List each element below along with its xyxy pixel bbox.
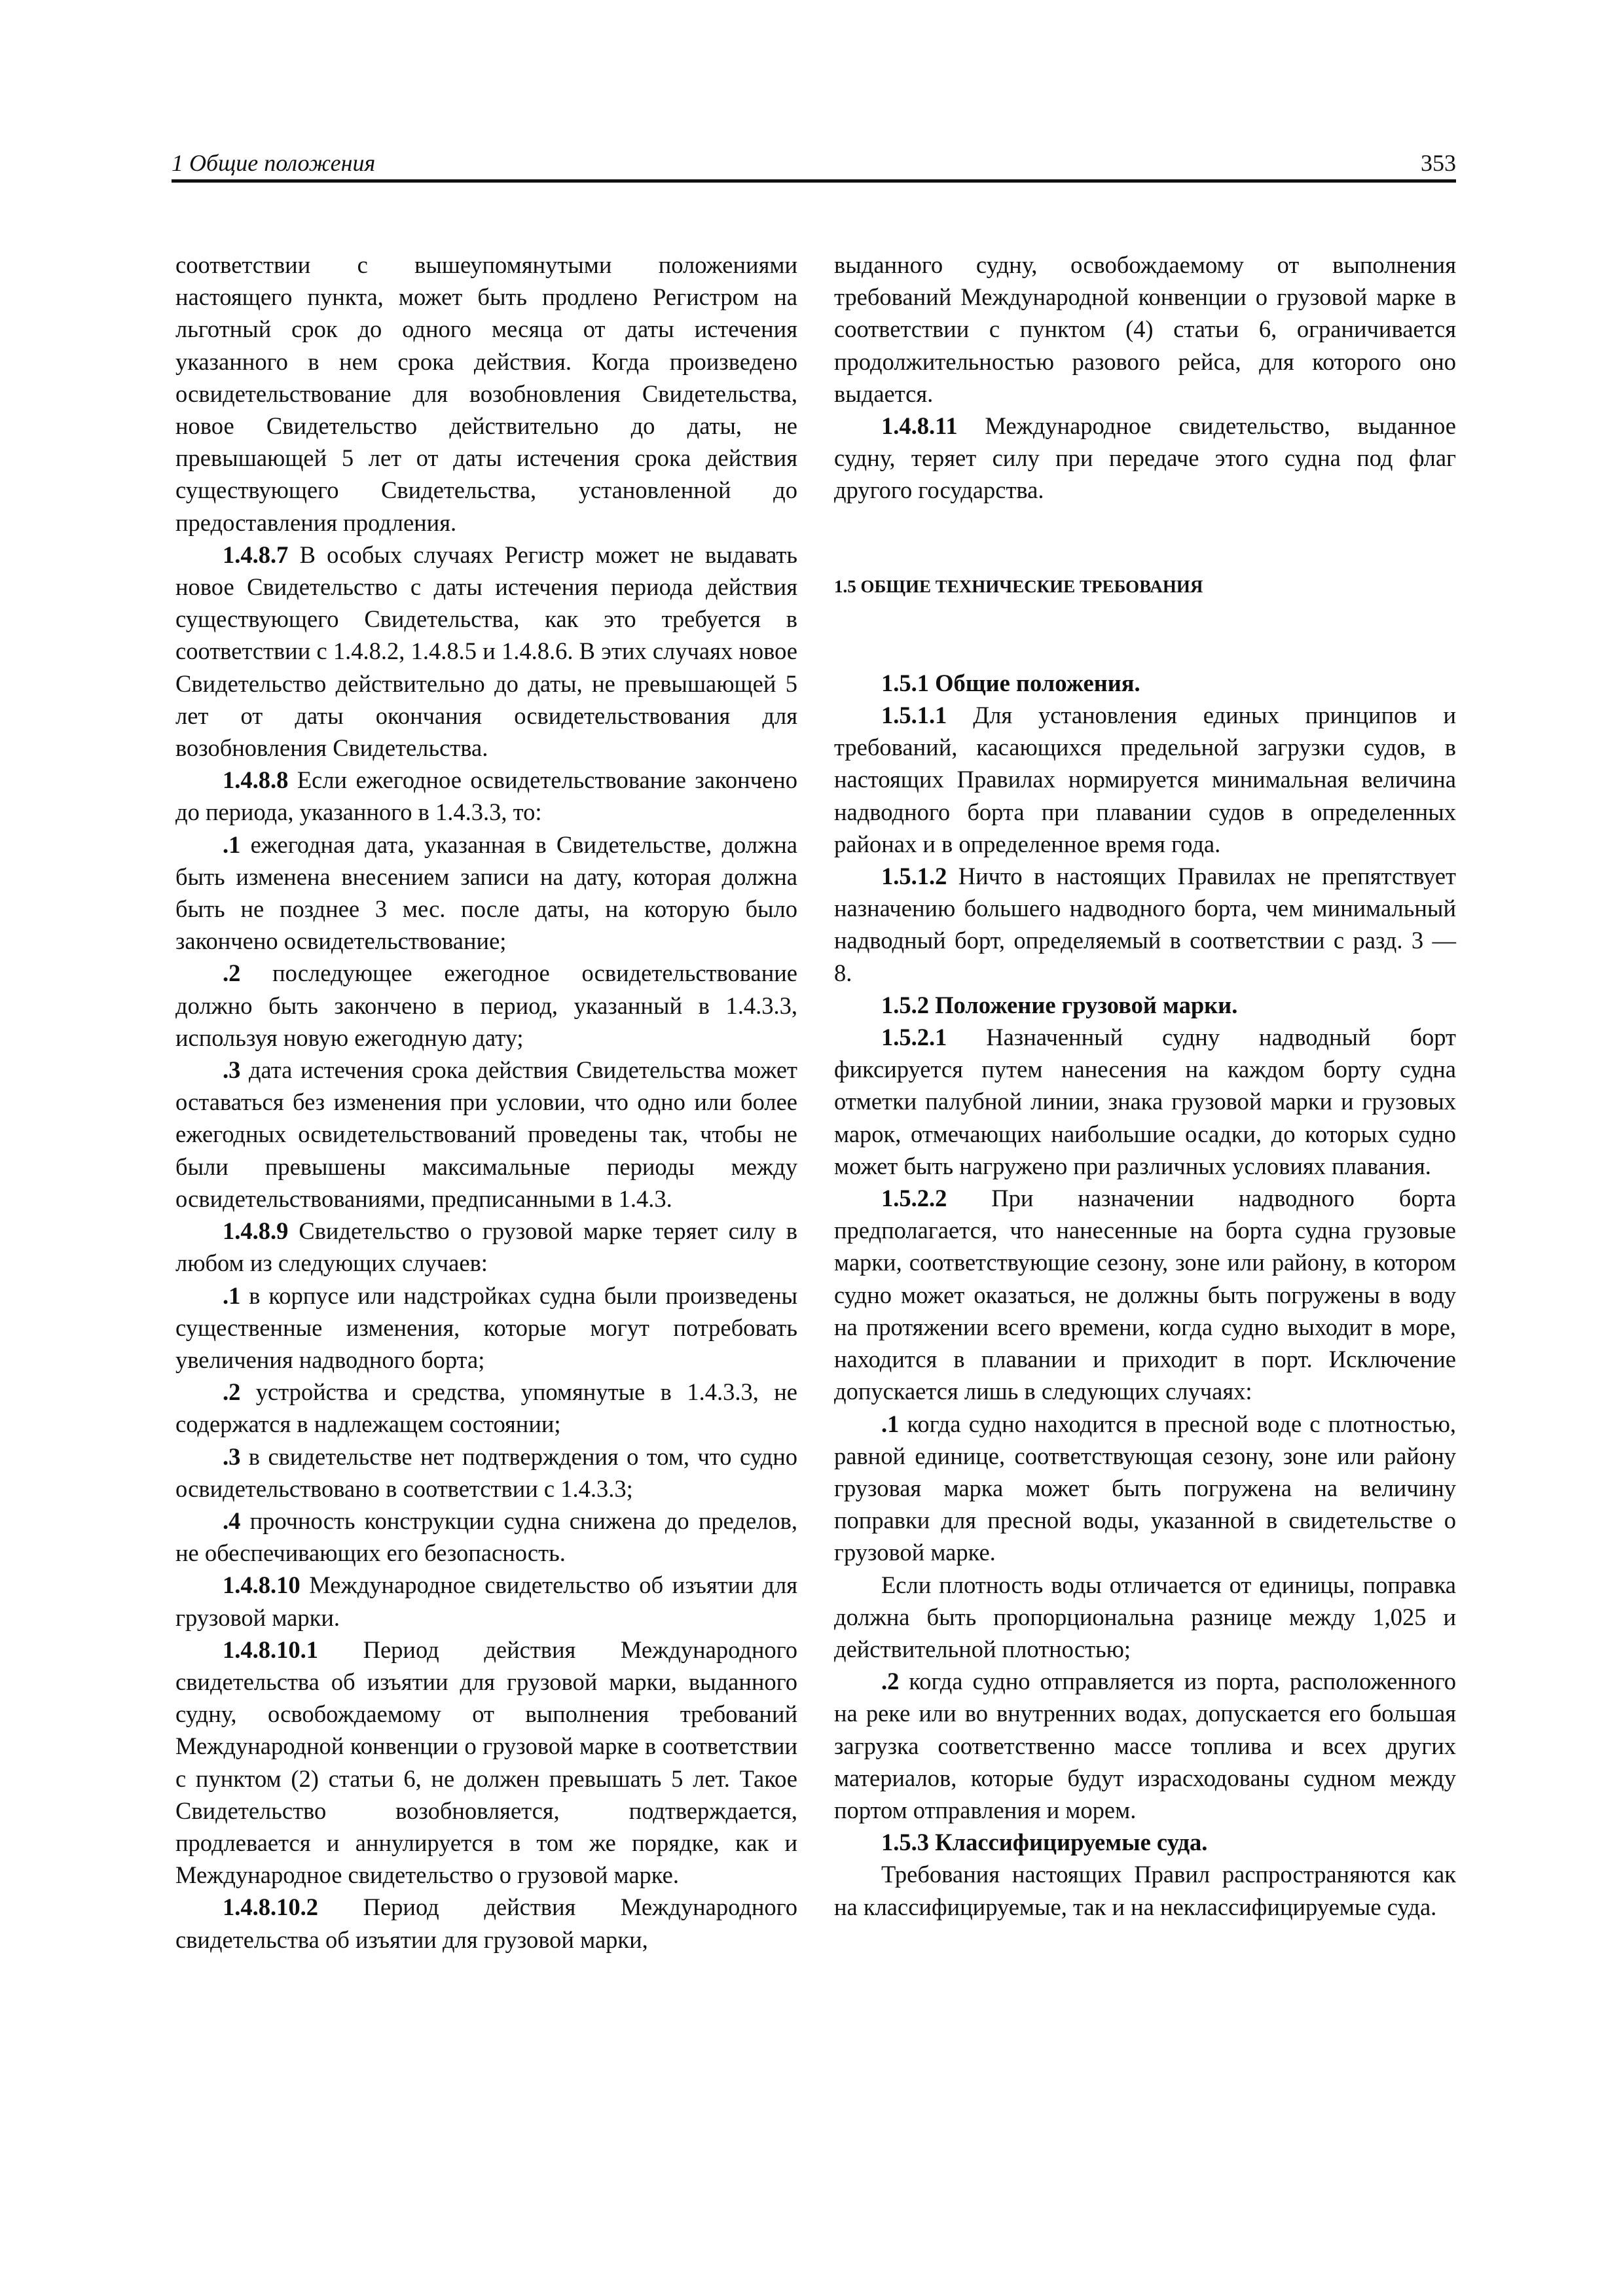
clause-number: 1.5.1.2: [881, 863, 947, 890]
list-item: .2 устройства и средства, упомянутые в 1.4.3.3, не содержатся в надлежащем состоянии;: [175, 1378, 797, 1438]
paragraph: 1.5.2.1 Назначенный судну надводный борт фиксируется путем нанесения на каждом борту судна отметки палубной линии, знака грузовой марки и грузовых марок, отмечающих наибольшие осадки, до которых судно может быть нагружено при различных условиях плавания.: [834, 1024, 1456, 1179]
subsection-heading: 1.5.2 Положение грузовой марки.: [881, 991, 1238, 1018]
paragraph: Требования настоящих Правил распространяются как на классифицируемые, так и на неклассифицируемые суда.: [834, 1861, 1456, 1920]
list-item: .3 дата истечения срока действия Свидетельства может оставаться без изменения при условии, что одно или более ежегодных освидетельствований проведены так, чтобы не были превышены максимальные периоды между освидетельствованиями, предписанными в 1.4.3.: [175, 1056, 797, 1212]
page-number: 353: [1421, 150, 1456, 176]
clause-number: 1.4.8.10.2: [223, 1893, 318, 1921]
clause-number: 1.5.1.1: [881, 702, 947, 729]
left-column: [175, 249, 797, 1956]
list-item: .2 последующее ежегодное освидетельствование должно быть закончено в период, указанный в 1.4.3.3, используя новую ежегодную дату;: [175, 960, 797, 1051]
paragraph: 1.5.2.2 При назначении надводного борта предполагается, что нанесенные на борта судна грузовые марки, соответствующие сезону, зоне или району, в котором судно может оказаться, не должны быть погружены в воду на протяжении всего времени, когда судно выходит в море, находится в плавании и приходит в порт. Исключение допускается лишь в следующих случаях:: [834, 1185, 1456, 1405]
list-item: .2 когда судно отправляется из порта, расположенного на реке или во внутренних водах, допускается его большая загрузка соответственно массе топлива и всех других материалов, которые будут израсходованы судном между портом отправления и морем.: [834, 1668, 1456, 1823]
clause-number: 1.4.8.10: [223, 1571, 301, 1599]
item-number: .4: [223, 1507, 241, 1534]
section-heading: 1.5 ОБЩИЕ ТЕХНИЧЕСКИЕ ТРЕБОВАНИЯ: [834, 576, 1203, 596]
spacer: [834, 603, 1456, 667]
paragraph: 1.4.8.10.2 Период действия Международного свидетельства об изъятии для грузовой марки,: [175, 1893, 797, 1953]
paragraph: 1.4.8.10 Международное свидетельство об изъятии для грузовой марки.: [175, 1571, 797, 1631]
item-number: .2: [223, 960, 241, 987]
item-number: .1: [223, 831, 241, 858]
clause-number: 1.4.8.9: [223, 1217, 289, 1245]
clause-number: 1.5.2.2: [881, 1185, 947, 1212]
paragraph: 1.4.8.11 Международное свидетельство, выданное судну, теряет силу при передаче этого судна под флаг другого государства.: [834, 412, 1456, 504]
item-number: .2: [223, 1378, 241, 1406]
clause-number: 1.4.8.8: [223, 766, 289, 794]
paragraph: 1.5.1.2 Ничто в настоящих Правилах не препятствует назначению большего надводного борта, чем минимальный надводный борт, определяемый в соответствии с разд. 3 — 8.: [834, 863, 1456, 986]
running-title: 1 Общие положения: [172, 150, 376, 176]
paragraph: выданного судну, освобождаемому от выполнения требований Международной конвенции о грузовой марке в соответствии с пунктом (4) статьи 6, ограничивается продолжительностью разового рейса, для которого оно выдается.: [834, 251, 1456, 407]
clause-number: 1.4.8.7: [223, 541, 289, 568]
item-number: .2: [881, 1668, 900, 1695]
paragraph: 1.4.8.9 Свидетельство о грузовой марке теряет силу в любом из следующих случаев:: [175, 1217, 797, 1277]
paragraph: 1.4.8.8 Если ежегодное освидетельствование закончено до периода, указанного в 1.4.3.3, то:: [175, 766, 797, 826]
list-item: .1 в корпусе или надстройках судна были произведены существенные изменения, которые могут потребовать увеличения надводного борта;: [175, 1282, 797, 1373]
list-item: .1 когда судно находится в пресной воде с плотностью, равной единице, соответствующая сезону, зоне или району грузовая марка может быть погружена на величину поправки для пресной воды, указанной в свидетельстве о грузовой марке.: [834, 1410, 1456, 1566]
item-number: .3: [223, 1056, 241, 1084]
subsection-heading: 1.5.3 Классифицируемые суда.: [881, 1829, 1208, 1856]
paragraph: 1.4.8.7 В особых случаях Регистр может не выдавать новое Свидетельство с даты истечения периода действия существующего Свидетельства, как это требуется в соответствии с 1.4.8.2, 1.4.8.5 и 1.4.8.6. В этих случаях новое Свидетельство действительно до даты, не превышающей 5 лет от даты окончания освидетельствования для возобновления Свидетельства.: [175, 541, 797, 762]
item-number: .1: [223, 1282, 241, 1309]
clause-number: 1.5.2.1: [881, 1024, 947, 1051]
list-item: .4 прочность конструкции судна снижена до пределов, не обеспечивающих его безопасность.: [175, 1507, 797, 1567]
list-item: .3 в свидетельстве нет подтверждения о том, что судно освидетельствовано в соответствии с 1.4.3.3;: [175, 1443, 797, 1502]
clause-number: 1.4.8.10.1: [223, 1636, 318, 1663]
paragraph: соответствии с вышеупомянутыми положениями настоящего пункта, может быть продлено Регистром на льготный срок до одного месяца от даты истечения указанного в нем срока действия. Когда произведено освидетельствование для возобновления Свидетельства, новое Свидетельство действительно до даты, не превышающей 5 лет от даты истечения срока действия существующего Свидетельства, установленной до предоставления продления.: [175, 251, 797, 536]
item-number: .3: [223, 1443, 241, 1470]
item-number: .1: [881, 1410, 900, 1437]
paragraph: Если плотность воды отличается от единицы, поправка должна быть пропорциональна разнице между 1,025 и действительной плотностью;: [834, 1571, 1456, 1662]
list-item: .1 ежегодная дата, указанная в Свидетельстве, должна быть изменена внесением записи на дату, которая должна быть не позднее 3 мес. после даты, на которую было закончено освидетельствование;: [175, 831, 797, 955]
subsection-heading: 1.5.1 Общие положения.: [881, 669, 1140, 696]
right-column: [834, 249, 1456, 1923]
spacer: [834, 507, 1456, 571]
page-header: [172, 143, 1456, 181]
paragraph: 1.5.1.1 Для установления единых принципов и требований, касающихся предельной загрузки судов, в настоящих Правилах нормируется минимальная величина надводного борта при плавании судов в определенных районах и в определенное время года.: [834, 702, 1456, 857]
paragraph: 1.4.8.10.1 Период действия Международного свидетельства об изъятии для грузовой марки, выданного судну, освобождаемому от выполнения требований Международной конвенции о грузовой марке в соответствии с пунктом (2) статьи 6, не должен превышать 5 лет. Такое Свидетельство возобновляется, подтверждается, продлевается и аннулируется в том же порядке, как и Международное свидетельство о грузовой марке.: [175, 1636, 797, 1889]
header-rule: [172, 179, 1456, 183]
clause-number: 1.4.8.11: [881, 412, 958, 440]
